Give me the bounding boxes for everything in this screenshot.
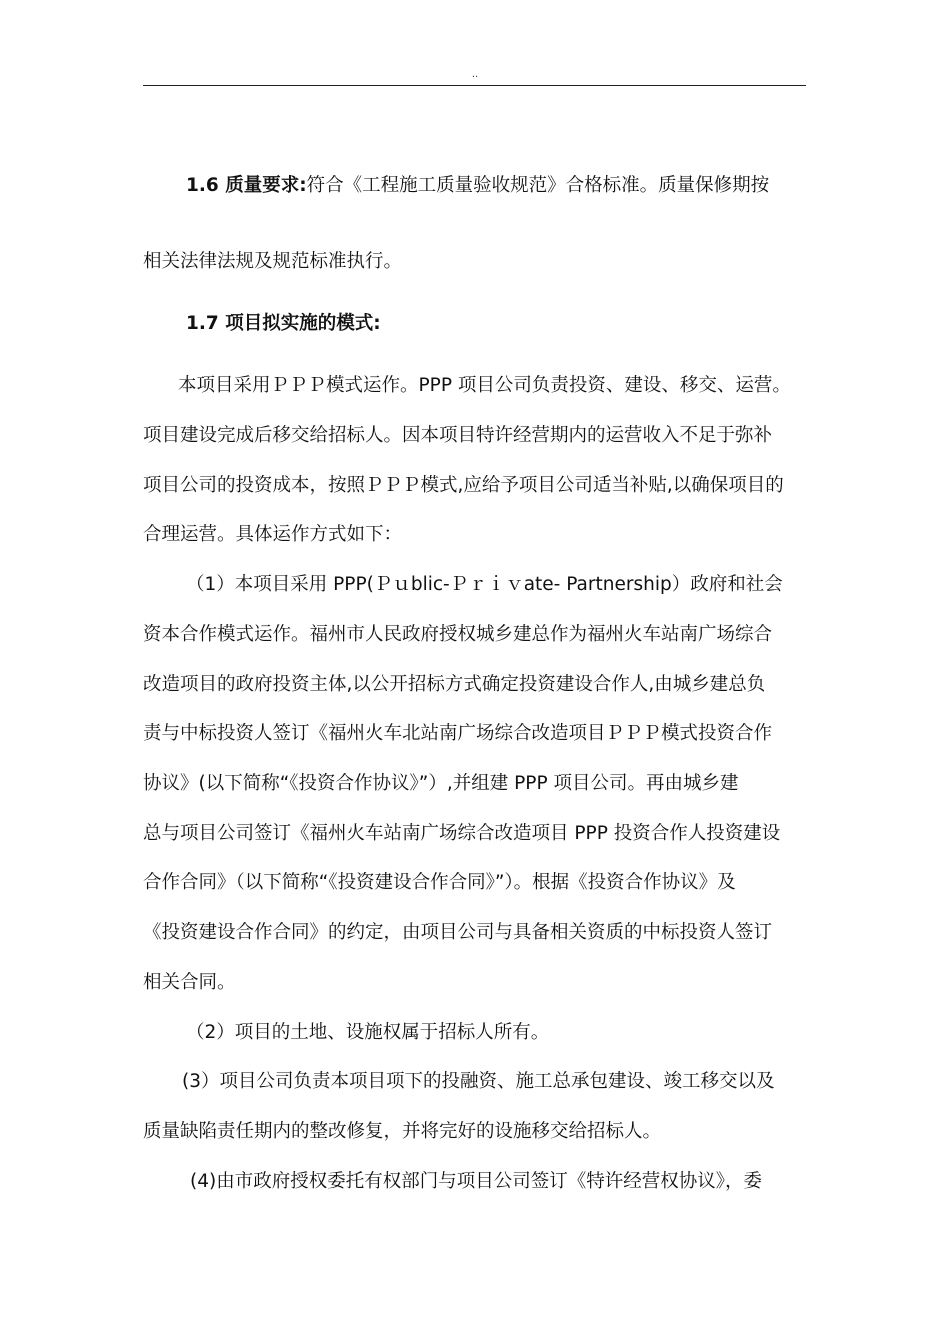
section-1-6-line-1 (186, 173, 769, 199)
intro-line-2: 项目建设完成后移交给招标人。因本项目特许经营期内的运营收入不足于弥补 (143, 425, 773, 446)
item-1-line-9: 相关合同。 (143, 972, 236, 993)
item-2-line: （2）项目的土地、设施权属于招标人所有。 (186, 1022, 550, 1043)
header-mark: .. (471, 69, 479, 80)
item-3-line-1: (3）项目公司负责本项目项下的投融资、施工总承包建设、竣工移交以及 (182, 1071, 775, 1092)
section-1-6-text: 符合《工程施工质量验收规范》合格标准。质量保修期按 (306, 175, 770, 196)
section-1-7-heading: 1.7 项目拟实施的模式: (186, 313, 381, 334)
intro-line-1: 本项目采用ＰＰＰ模式运作。PPP 项目公司负责投资、建设、移交、运营。 (178, 375, 791, 396)
item-1-line-6: 总与项目公司签订《福州火车站南广场综合改造项目 PPP 投资合作人投资建设 (143, 823, 781, 844)
item-1-line-7: 合作合同》（以下简称“《投资建设合作合同》”）。根据《投资合作协议》及 (143, 872, 736, 893)
intro-line-3: 项目公司的投资成本，按照ＰＰＰ模式,应给予项目公司适当补贴,以确保项目的 (143, 475, 784, 496)
item-1-line-5: 协议》(以下简称“《投资合作协议》”）,并组建 PPP 项目公司。再由城乡建 (143, 773, 739, 794)
item-1-line-8: 《投资建设合作合同》的约定，由项目公司与具备相关资质的中标投资人签订 (143, 922, 773, 943)
item-1-line-4: 责与中标投资人签订《福州火车北站南广场综合改造项目ＰＰＰ模式投资合作 (143, 723, 773, 744)
item-3-line-2: 质量缺陷责任期内的整改修复，并将完好的设施移交给招标人。 (143, 1121, 662, 1142)
item-1-line-2: 资本合作模式运作。福州市人民政府授权城乡建总作为福州火车站南广场综合 (143, 624, 773, 645)
intro-line-4: 合理运营。具体运作方式如下： (143, 524, 403, 545)
item-1-line-1: （1）本项目采用 PPP(Ｐｕblic-Ｐｒｉｖate- Partnership）政府和社会 (186, 574, 783, 595)
section-1-6-line-2: 相关法律法规及规范标准执行。 (143, 251, 403, 272)
item-1-line-3: 改造项目的政府投资主体,以公开招标方式确定投资建设合作人,由城乡建总负 (143, 674, 766, 695)
section-1-6-heading: 1.6 质量要求: (186, 175, 307, 196)
header-rule (143, 85, 806, 86)
item-4-line: (4)由市政府授权委托有权部门与项目公司签订《特许经营权协议》，委 (190, 1171, 762, 1192)
